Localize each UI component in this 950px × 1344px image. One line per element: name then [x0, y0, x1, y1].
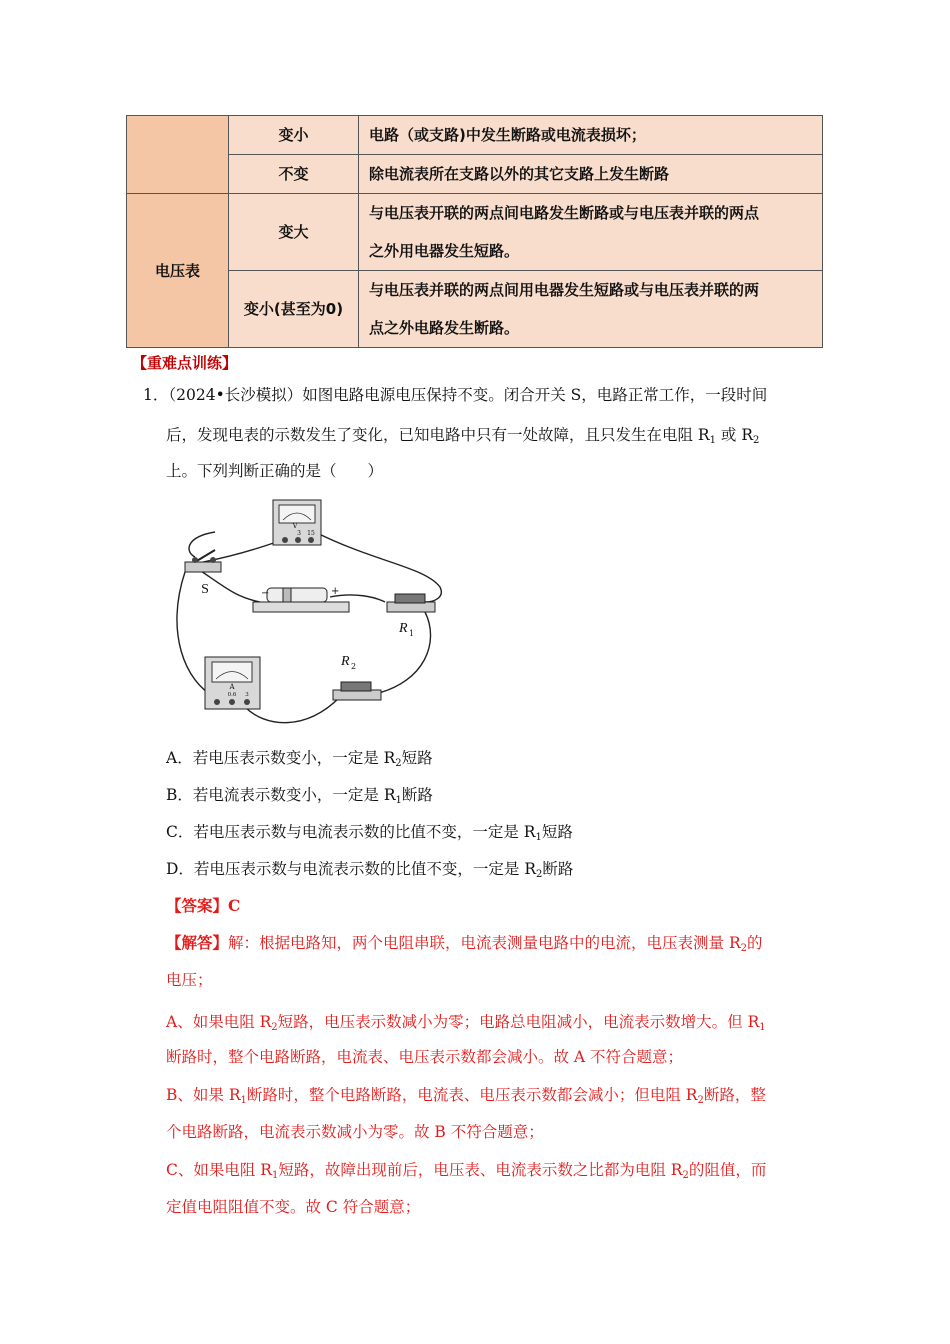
- option-c: C．若电压表示数与电流表示数的比值不变，一定是 $R_1$短路: [166, 823, 573, 843]
- question-line-3: 上。下列判断正确的是（ ）: [166, 462, 384, 480]
- svg-text:2: 2: [351, 662, 357, 671]
- svg-text:3: 3: [245, 692, 249, 698]
- desc-line: 与电压表并联的两点间用电器发生短路或与电压表并联的两: [369, 281, 760, 299]
- option-d: D．若电压表示数与电流表示数的比值不变，一定是 $R_2$断路: [166, 860, 574, 880]
- desc-line: 点之外电路发生断路。: [369, 319, 520, 337]
- desc-cell: 电路（或支路)中发生断路或电流表损坏；: [359, 116, 823, 155]
- svg-text:R: R: [399, 621, 408, 636]
- svg-text:R: R: [341, 654, 350, 669]
- svg-text:3: 3: [297, 530, 301, 537]
- svg-text:+: +: [331, 586, 340, 597]
- battery: [253, 586, 349, 612]
- answer-label: 【答案】C: [166, 896, 241, 915]
- resistor-r2: [333, 654, 381, 700]
- table-row: [127, 271, 823, 348]
- solution-line-2: 电压；: [166, 971, 213, 989]
- change-cell: 变小(甚至为0): [229, 271, 359, 348]
- fault-table: [126, 115, 823, 348]
- solution-c-line-2: 定值电阻阻值不变。故 C 符合题意；: [166, 1198, 421, 1216]
- change-cell: 变大: [229, 194, 359, 271]
- change-cell: 变小: [229, 116, 359, 155]
- question-line-2: 后，发现电表的示数发生了变化，已知电路中只有一处故障，且只发生在电阻 $R_1$ 或 $R_2$: [166, 426, 760, 446]
- circuit-diagram: [155, 492, 455, 737]
- question-line-1: 1．（2024•长沙模拟）如图电路电源电压保持不变。闭合开关 S，电路正常工作，一段时间: [143, 386, 768, 404]
- section-title: 【重难点训练】: [132, 354, 238, 372]
- ammeter: [205, 657, 260, 709]
- svg-text:V: V: [292, 522, 298, 530]
- desc-cell: [359, 271, 823, 348]
- change-cell: 不变: [229, 155, 359, 194]
- option-b: B．若电流表示数变小，一定是 $R_1$断路: [166, 786, 433, 806]
- solution-b-line-2: 个电路断路，电流表示数减小为零。故 B 不符合题意；: [166, 1123, 544, 1141]
- svg-text:−: −: [261, 588, 270, 599]
- voltmeter: [273, 500, 321, 545]
- svg-text:1: 1: [409, 629, 415, 638]
- solution-c-line-1: C、如果电阻 $R_1$短路，故障出现前后，电压表、电流表示数之比都为电阻 $R_2$的阻值，而: [166, 1161, 767, 1181]
- svg-text:15: 15: [307, 530, 315, 537]
- solution-a-line-2: 断路时，整个电路断路，电流表、电压表示数都会减小。故 A 不符合题意；: [166, 1048, 684, 1066]
- meter-cell: 电压表: [127, 194, 229, 348]
- desc-cell: 除电流表所在支路以外的其它支路上发生断路: [359, 155, 823, 194]
- switch: [185, 550, 221, 597]
- resistor-r1: [387, 594, 435, 638]
- desc-line: 之外用电器发生短路。: [369, 242, 520, 260]
- solution-b-line-1: B、如果 $R_1$断路时，整个电路断路，电流表、电压表示数都会减小；但电阻 $R_2$断路，整: [166, 1086, 766, 1106]
- svg-text:S: S: [201, 582, 209, 597]
- desc-cell: [359, 194, 823, 271]
- table-row: [127, 194, 823, 271]
- option-a: A．若电压表示数变小，一定是 $R_2$短路: [166, 749, 433, 769]
- meter-cell: [127, 116, 229, 194]
- solution-a-line-1: A、如果电阻 $R_2$短路，电压表示数减小为零；电路总电阻减小，电流表示数增大。但 $R_1$: [166, 1013, 766, 1033]
- table-row: [127, 155, 823, 194]
- solution-line-1: 【解答】解：根据电路知，两个电阻串联，电流表测量电路中的电流，电压表测量 $R_2$的: [166, 933, 763, 954]
- question-number: 1．: [143, 386, 169, 404]
- desc-line: 与电压表开联的两点间电路发生断路或与电压表并联的两点: [369, 204, 760, 222]
- svg-text:0.6: 0.6: [227, 692, 237, 698]
- table-row: [127, 116, 823, 155]
- svg-text:A: A: [229, 683, 235, 691]
